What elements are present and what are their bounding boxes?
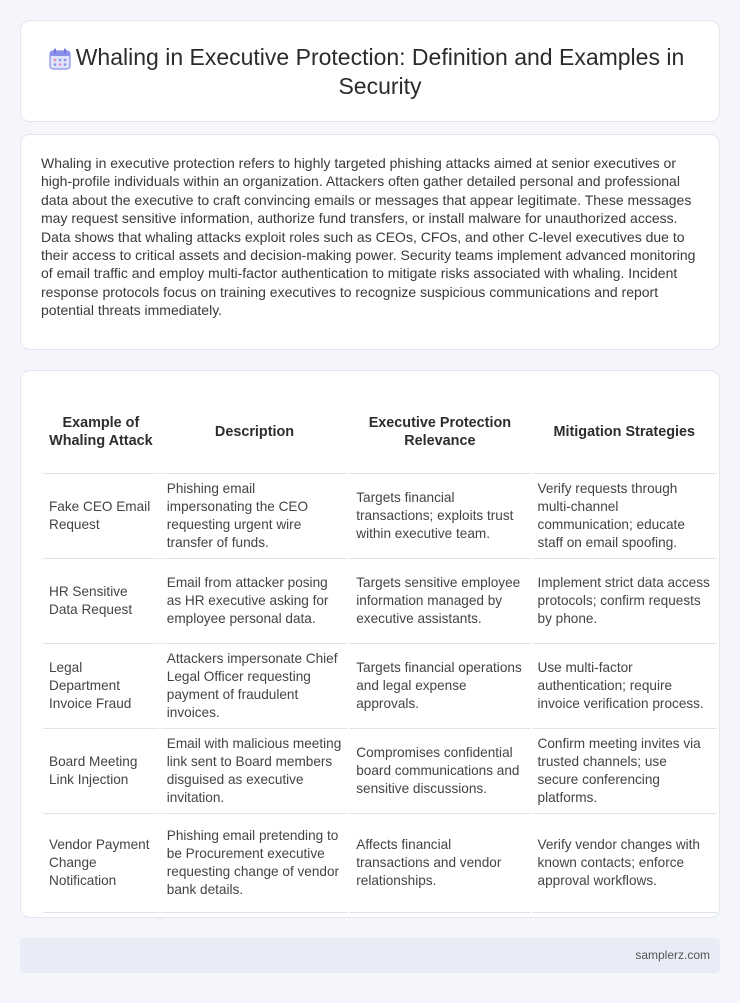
cell-relevance: Targets financial transactions; exploits trust within executive team. bbox=[350, 473, 529, 558]
cell-mitigation: Use multi-factor authentication; require invoice verification process. bbox=[532, 643, 717, 728]
table-row bbox=[43, 643, 717, 728]
cell-example: Vendor Payment Change Notification bbox=[43, 813, 159, 913]
table-row bbox=[43, 728, 717, 813]
cell-relevance: Affects financial transactions and vendor relationships. bbox=[350, 813, 529, 913]
cell-description: Email with malicious meeting link sent to Board members disguised as executive invitation. bbox=[161, 728, 348, 813]
cell-relevance: Targets sensitive employee information managed by executive assistants. bbox=[350, 558, 529, 643]
intro-card bbox=[20, 134, 720, 350]
cell-relevance: Compromises confidential board communications and sensitive discussions. bbox=[350, 728, 529, 813]
cell-description: Phishing email impersonating the CEO requesting urgent wire transfer of funds. bbox=[161, 473, 348, 558]
column-header-mitigation: Mitigation Strategies bbox=[553, 424, 696, 440]
whaling-examples-table bbox=[41, 391, 719, 913]
cell-description: Phishing email pretending to be Procurement executive requesting change of vendor bank details. bbox=[161, 813, 348, 913]
table-row bbox=[43, 473, 717, 558]
table-row bbox=[43, 813, 717, 913]
cell-mitigation: Verify vendor changes with known contacts; enforce approval workflows. bbox=[532, 813, 717, 913]
cell-description: Attackers impersonate Chief Legal Officer requesting payment of fraudulent invoices. bbox=[161, 643, 348, 728]
cell-description: Email from attacker posing as HR executive asking for employee personal data. bbox=[161, 558, 348, 643]
footer-site-link[interactable]: samplerz.com bbox=[635, 948, 710, 962]
cell-example: Fake CEO Email Request bbox=[43, 473, 159, 558]
column-header-description: Description bbox=[214, 424, 295, 440]
column-header-relevance: Executive Protection Relevance bbox=[368, 415, 512, 449]
cell-mitigation: Implement strict data access protocols; confirm requests by phone. bbox=[532, 558, 717, 643]
column-header-example: Example of Whaling Attack bbox=[49, 415, 153, 449]
page-title: Whaling in Executive Protection: Definition and Examples in Security bbox=[75, 44, 685, 99]
cell-example: Legal Department Invoice Fraud bbox=[43, 643, 159, 728]
cell-example: HR Sensitive Data Request bbox=[43, 558, 159, 643]
table-header-row bbox=[43, 391, 717, 473]
cell-mitigation: Verify requests through multi-channel communication; educate staff on email spoofing. bbox=[532, 473, 717, 558]
table-row bbox=[43, 558, 717, 643]
cell-relevance: Targets financial operations and legal expense approvals. bbox=[350, 643, 529, 728]
footer-bar bbox=[20, 938, 720, 973]
cell-example: Board Meeting Link Injection bbox=[43, 728, 159, 813]
intro-paragraph: Whaling in executive protection refers to highly targeted phishing attacks aimed at senior executives or high-profile individuals within an organization. Attackers often gather detailed personal and professional data about the executive to craft convincing emails or messages that appear legitimate. These messages may request sensitive information, authorize fund transfers, or install malware for unauthorized access. Data shows that whaling attacks exploit roles such as CEOs, CFOs, and other C-level executives due to their access to critical assets and decision-making power. Security teams implement advanced monitoring of email traffic and employ multi-factor authentication to mitigate risks associated with whaling. Incident response protocols focus on training executives to recognize suspicious communications and report potential threats immediately. bbox=[41, 155, 696, 319]
cell-mitigation: Confirm meeting invites via trusted channels; use secure conferencing platforms. bbox=[532, 728, 717, 813]
table-card bbox=[20, 370, 720, 918]
title-card bbox=[20, 20, 720, 122]
